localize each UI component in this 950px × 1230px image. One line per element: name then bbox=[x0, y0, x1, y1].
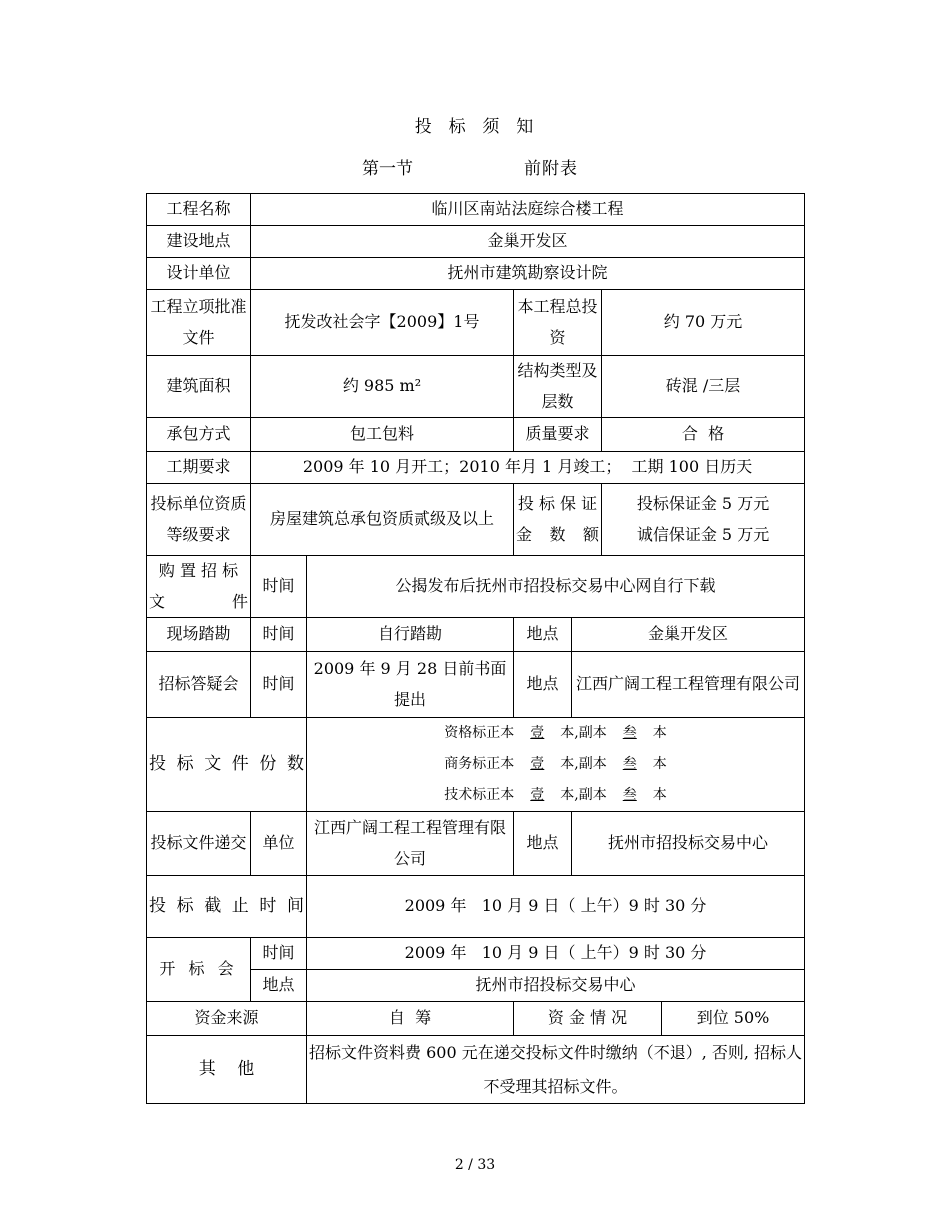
table-row bbox=[147, 652, 805, 718]
opening-label: 开 标 会 bbox=[147, 938, 251, 1002]
copies-line: 商务标正本 壹 本,副本 叁 本 bbox=[444, 756, 667, 772]
table-row bbox=[147, 258, 805, 290]
structure-label: 结构类型及层数 bbox=[514, 356, 602, 418]
table-row bbox=[147, 356, 805, 418]
table-row bbox=[147, 556, 805, 618]
table-row bbox=[147, 618, 805, 652]
table-row bbox=[147, 938, 805, 970]
table-row bbox=[147, 226, 805, 258]
qa-place-value: 江西广阔工程工程管理有限公司 bbox=[572, 652, 805, 718]
approval-value: 抚发改社会字【2009】1号 bbox=[251, 290, 514, 356]
opening-place-value: 抚州市招投标交易中心 bbox=[307, 970, 805, 1002]
site-visit-time-label: 时间 bbox=[251, 618, 307, 652]
structure-value: 砖混 /三层 bbox=[602, 356, 805, 418]
qualification-value: 房屋建筑总承包资质贰级及以上 bbox=[251, 484, 514, 556]
table-row bbox=[147, 812, 805, 876]
quality-value: 合 格 bbox=[602, 418, 805, 452]
purchase-time-label: 时间 bbox=[251, 556, 307, 618]
design-unit-label: 设计单位 bbox=[147, 258, 251, 290]
submit-label: 投标文件递交 bbox=[147, 812, 251, 876]
opening-time-value: 2009 年 10 月 9 日（ 上午）9 时 30 分 bbox=[307, 938, 805, 970]
qualification-label: 投标单位资质等级要求 bbox=[147, 484, 251, 556]
submit-unit-value: 江西广阔工程工程管理有限公司 bbox=[307, 812, 514, 876]
table-row bbox=[147, 1002, 805, 1036]
purchase-value: 公揭发布后抚州市招投标交易中心网自行下载 bbox=[307, 556, 805, 618]
table-row bbox=[147, 452, 805, 484]
purchase-label: 购 置 招 标 文 件 bbox=[147, 556, 251, 618]
bid-info-table bbox=[146, 193, 805, 1104]
table-row bbox=[147, 876, 805, 938]
submit-place-label: 地点 bbox=[514, 812, 572, 876]
copies-line: 资格标正本 壹 本,副本 叁 本 bbox=[444, 725, 667, 741]
area-label: 建筑面积 bbox=[147, 356, 251, 418]
deadline-value: 2009 年 10 月 9 日（ 上午）9 时 30 分 bbox=[307, 876, 805, 938]
opening-place-label: 地点 bbox=[251, 970, 307, 1002]
project-name-value: 临川区南站法庭综合楼工程 bbox=[251, 194, 805, 226]
funding-value: 自 筹 bbox=[307, 1002, 514, 1036]
deadline-label: 投 标 截 止 时 间 bbox=[147, 876, 307, 938]
table-row bbox=[147, 290, 805, 356]
fund-status-label: 资 金 情 况 bbox=[514, 1002, 662, 1036]
table-row bbox=[147, 718, 805, 812]
submit-place-value: 抚州市招投标交易中心 bbox=[572, 812, 805, 876]
section-label: 第一节 bbox=[362, 159, 413, 179]
other-value: 招标文件资料费 600 元在递交投标文件时缴纳（不退）, 否则, 招标人不受理其招标文件。 bbox=[307, 1036, 805, 1104]
qa-place-label: 地点 bbox=[514, 652, 572, 718]
section-name: 前附表 bbox=[524, 159, 578, 179]
integrity-deposit: 诚信保证金 5 万元 bbox=[636, 524, 770, 544]
site-visit-place-label: 地点 bbox=[514, 618, 572, 652]
site-visit-time-value: 自行踏勘 bbox=[307, 618, 514, 652]
table-row bbox=[147, 418, 805, 452]
document-title: 投 标 须 知 bbox=[414, 117, 536, 137]
qa-label: 招标答疑会 bbox=[147, 652, 251, 718]
qa-time-value: 2009 年 9 月 28 日前书面提出 bbox=[307, 652, 514, 718]
contract-label: 承包方式 bbox=[147, 418, 251, 452]
schedule-label: 工期要求 bbox=[147, 452, 251, 484]
table-row bbox=[147, 484, 805, 556]
contract-value: 包工包料 bbox=[251, 418, 514, 452]
copies-label: 投 标 文 件 份 数 bbox=[147, 718, 307, 812]
table-row bbox=[147, 194, 805, 226]
location-label: 建设地点 bbox=[147, 226, 251, 258]
page-number: 2 / 33 bbox=[454, 1157, 496, 1173]
fund-status-value: 到位 50% bbox=[662, 1002, 805, 1036]
approval-label: 工程立项批准文件 bbox=[147, 290, 251, 356]
copies-value bbox=[307, 718, 805, 812]
submit-unit-label: 单位 bbox=[251, 812, 307, 876]
funding-label: 资金来源 bbox=[147, 1002, 307, 1036]
quality-label: 质量要求 bbox=[514, 418, 602, 452]
site-visit-place-value: 金巢开发区 bbox=[572, 618, 805, 652]
investment-label: 本工程总投资 bbox=[514, 290, 602, 356]
copies-line: 技术标正本 壹 本,副本 叁 本 bbox=[444, 787, 667, 803]
deposit-label: 投 标 保 证金数额 bbox=[514, 484, 602, 556]
project-name-label: 工程名称 bbox=[147, 194, 251, 226]
bid-deposit: 投标保证金 5 万元 bbox=[636, 494, 770, 514]
schedule-value: 2009 年 10 月开工；2010 年月 1 月竣工； 工期 100 日历天 bbox=[251, 452, 805, 484]
qa-time-label: 时间 bbox=[251, 652, 307, 718]
table-row bbox=[147, 1036, 805, 1104]
area-value: 约 985 m² bbox=[251, 356, 514, 418]
opening-time-label: 时间 bbox=[251, 938, 307, 970]
deposit-value bbox=[602, 484, 805, 556]
other-label: 其 他 bbox=[147, 1036, 307, 1104]
design-unit-value: 抚州市建筑勘察设计院 bbox=[251, 258, 805, 290]
investment-value: 约 70 万元 bbox=[602, 290, 805, 356]
location-value: 金巢开发区 bbox=[251, 226, 805, 258]
site-visit-label: 现场踏勘 bbox=[147, 618, 251, 652]
